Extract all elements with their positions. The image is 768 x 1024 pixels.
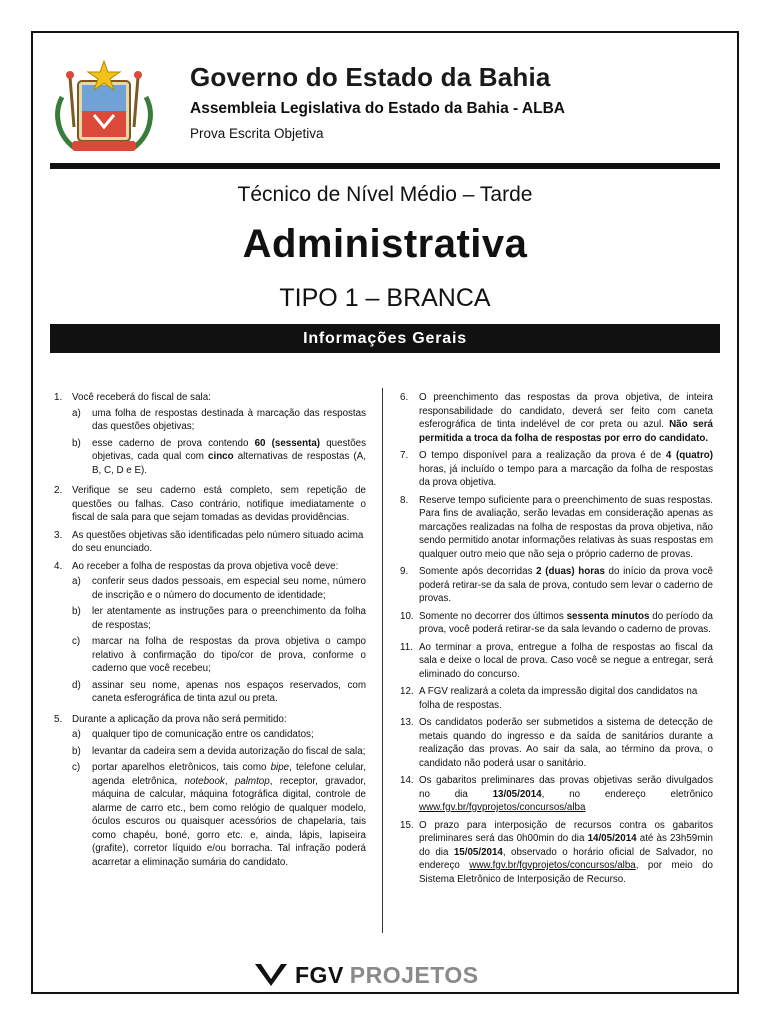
fgv-brand-text: FGV bbox=[295, 961, 344, 988]
appeals-link[interactable]: www.fgv.br/fgvprojetos/concursos/alba bbox=[469, 860, 636, 871]
projetos-brand-text: PROJETOS bbox=[349, 961, 479, 988]
instruction-item-13: 13. Os candidatos poderão ser submetidos a sistema de detecção de metais quando do ingresso e da saída de sanitários durante a realização das provas. Ao sair da sala, ao término da prova, o candidato não poderá usar o sanitário. bbox=[400, 717, 713, 769]
instruction-item-10: 10. Somente no decorrer dos últimos sessenta minutos do período da prova, você poderá retirar-se da sala levando o caderno de provas. bbox=[400, 610, 713, 635]
instruction-item-4: 4. Ao receber a folha de respostas da prova objetiva você deve: a) conferir seus dados pessoais, em especial seu nome, número de inscrição e o número do documento de identidade; b) ler atentamente as instruções para o preenchimento da folha de respostas; c) marcar na folha de respostas da prova objetiva o campo relativo à confirmação do tipo/cor de prova, conforme o caderno que você recebeu; d) assinar seu nome, apenas nos espaços reservados, com caneta esferográfica de tinta azul ou preta. bbox=[54, 560, 366, 704]
exam-subtitle: Técnico de Nível Médio – Tarde bbox=[237, 183, 533, 206]
instructions-left-column bbox=[54, 391, 366, 876]
column-divider bbox=[382, 388, 383, 933]
sub-item-b: b) esse caderno de prova contendo 60 (sessenta) questões objetivas, cada qual com cinco alternativas de respostas (A, B, C, D e E). bbox=[72, 437, 366, 476]
instruction-item-5: 5. Durante a aplicação da prova não será permitido: a) qualquer tipo de comunicação entre os candidatos; b) levantar da cadeira sem a devida autorização do fiscal de sala; c) portar aparelhos eletrônicos, tais como bipe, telefone celular, agenda eletrônica, notebook, palmtop, receptor, gravador, máquina de calcular, máquina fotográfica digital, controle de alarme de carro etc., bem como relógio de qualquer modelo, óculos escuros ou quaisquer acessórios de chapelaria, tais como chapéu, boné, gorro etc. e, ainda, lápis, lapiseira (grafite), corretor líquido e/ou borracha. Tal infração poderá acarretar a eliminação sumária do candidato. bbox=[54, 713, 366, 868]
government-title: Governo do Estado da Bahia bbox=[190, 62, 551, 92]
instruction-item-14: 14. Os gabaritos preliminares das provas objetivas serão divulgados no dia 13/05/2014, no endereço eletrônico www.fgv.br/fgvprojetos/concursos/alba bbox=[400, 775, 713, 813]
instruction-item-15: 15. O prazo para interposição de recursos contra os gabaritos preliminares será das 0h00min do dia 14/05/2014 até às 23h59min do dia 15/05/2014, observado o horário oficial de Salvador, no endereço www.fgv.br/fgvprojetos/concursos/alba, por meio do Sistema Eletrônico de Interposição de Recurso. bbox=[400, 819, 713, 885]
bahia-coat-of-arms-icon bbox=[50, 57, 158, 157]
instruction-item-1: 1. Você receberá do fiscal de sala: a) uma folha de respostas destinada à marcação das respostas das questões objetivas; b) esse caderno de prova contendo 60 (sessenta) questões objetivas, cada qual com cinco alternativas de respostas (A, B, C, D e E). bbox=[54, 392, 366, 476]
instruction-item-8: 8. Reserve tempo suficiente para o preenchimento de suas respostas. Para fins de avaliação, serão levadas em consideração apenas as marcações realizadas na folha de respostas da prova objetiva, não sendo permitido anotar informações relativas às suas respostas em qualquer outro meio que não seja o próprio caderno de provas. bbox=[400, 494, 713, 560]
fgv-projetos-logo bbox=[255, 960, 479, 990]
instructions-right-column bbox=[400, 391, 713, 890]
sub-item-b: b) ler atentamente as instruções para o preenchimento da folha de respostas; bbox=[72, 606, 366, 631]
sub-item-a: a) qualquer tipo de comunicação entre os candidatos; bbox=[72, 729, 314, 740]
instruction-item-2: 2. Verifique se seu caderno está completo, sem repetição de questões ou falhas. Caso contrário, notifique imediatamente o fiscal de sala para que sejam tomadas as devidas providências. bbox=[54, 485, 366, 523]
sub-item-a: a) uma folha de respostas destinada à marcação das respostas das questões objetivas; bbox=[72, 407, 366, 432]
instruction-item-7: 7. O tempo disponível para a realização da prova é de 4 (quatro) horas, já incluído o tempo para a marcação da folha de respostas da prova objetiva. bbox=[400, 450, 714, 488]
fgv-chevron-icon bbox=[255, 964, 287, 986]
sub-item-a: a) conferir seus dados pessoais, em especial seu nome, número de inscrição e o número do documento de identidade; bbox=[72, 576, 366, 601]
instruction-item-6: 6. O preenchimento das respostas da prova objetiva, de inteira responsabilidade do candidato, deverá ser feito com caneta esferográfica de tinta indelével de cor preta ou azul. Não será permitida a troca da folha de respostas por erro do candidato. bbox=[400, 392, 713, 444]
sub-item-c: c) marcar na folha de respostas da prova objetiva o campo relativo à confirmação do tipo/cor de prova, conforme o caderno que você recebeu; bbox=[72, 636, 366, 674]
document-header bbox=[50, 55, 720, 155]
exam-title: Administrativa bbox=[242, 222, 528, 266]
results-link[interactable]: www.fgv.br/fgvprojetos/concursos/alba bbox=[419, 802, 586, 813]
instruction-item-11: 11. Ao terminar a prova, entregue a folha de respostas ao fiscal da sala e deixe o local de prova. Caso você se negue a entregar, será eliminado do concurso. bbox=[400, 641, 713, 680]
exam-type: Prova Escrita Objetiva bbox=[190, 126, 324, 141]
assembly-name: Assembleia Legislativa do Estado da Bahia - ALBA bbox=[190, 100, 565, 117]
instruction-item-9: 9. Somente após decorridas 2 (duas) horas do início da prova você poderá retirar-se da sala de prova, contudo sem levar o caderno de provas. bbox=[400, 566, 713, 604]
header-divider bbox=[50, 163, 720, 169]
exam-tipo: TIPO 1 – BRANCA bbox=[279, 284, 491, 312]
instruction-item-3: 3. As questões objetivas são identificadas pelo número situado acima do seu enunciado. bbox=[54, 529, 364, 554]
sub-item-b: b) levantar da cadeira sem a devida autorização do fiscal de sala; bbox=[72, 745, 366, 757]
instruction-item-12: 12. A FGV realizará a coleta da impressão digital dos candidatos na folha de respostas. bbox=[400, 686, 698, 711]
section-title-bar: Informações Gerais bbox=[50, 324, 720, 353]
sub-item-d: d) assinar seu nome, apenas nos espaços reservados, com caneta esferográfica de tinta azul ou preta. bbox=[72, 679, 366, 704]
sub-item-c: c) portar aparelhos eletrônicos, tais como bipe, telefone celular, agenda eletrônica, notebook, palmtop, receptor, gravador, máquina de calcular, máquina fotográfica digital, controle de alarme de carro etc., bem como relógio de qualquer modelo, óculos escuros ou quaisquer acessórios de chapelaria, tais como chapéu, boné, gorro etc. e, ainda, lápis, lapiseira (grafite), corretor líquido e/ou borracha. Tal infração poderá acarretar a eliminação sumária do candidato. bbox=[72, 762, 366, 868]
